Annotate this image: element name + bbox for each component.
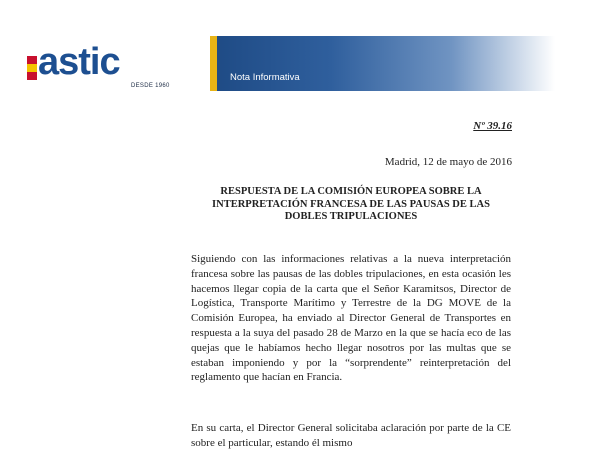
banner-label: Nota Informativa xyxy=(230,72,300,83)
document-date: Madrid, 12 de mayo de 2016 xyxy=(384,156,512,168)
body-paragraph: En su carta, el Director General solicitaba aclaración por parte de la CE sobre el particular, estando él mismo xyxy=(191,422,511,449)
banner-accent xyxy=(210,36,217,91)
logo-since: DESDE 1960 xyxy=(131,83,170,89)
document-title: RESPUESTA DE LA COMISIÓN EUROPEA SOBRE LA INTERPRETACIÓN FRANCESA DE LAS PAUSAS DE LAS DOBLES TRIPULACIONES xyxy=(212,186,490,222)
spain-flag-icon xyxy=(27,56,37,80)
logo-text: astic xyxy=(38,41,120,83)
astic-logo xyxy=(27,41,177,97)
document-number: Nº 39.16 xyxy=(473,120,512,132)
body-paragraph: Siguiendo con las informaciones relativas a la nueva interpretación francesa sobre las pausas de las dobles tripulaciones, en esta ocasión les hacemos llegar copia de la carta que el Señor Karamitsos, Director de Logística, Transporte Marítimo y Terrestre de la DG MOVE de la Comisión Europea, ha enviado al Director General de Transportes en respuesta a la suya del pasado 28 de Marzo en la que se hacía eco de las quejas que le habíamos hecho llegar nosotros por las multas que se estaban imponiendo y por la “sorprendente” reinterpretación del reglamento que hacían en Francia. xyxy=(191,253,511,384)
